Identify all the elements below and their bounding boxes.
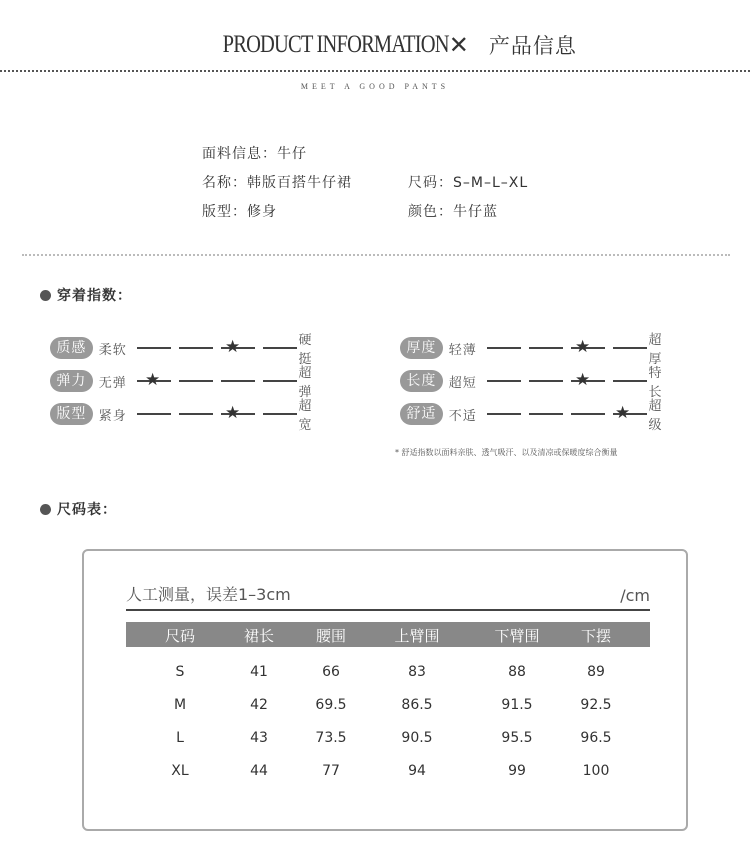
table-cell: 73.5 bbox=[315, 730, 347, 746]
table-cell: 41 bbox=[250, 664, 268, 680]
star-icon: ★ bbox=[225, 403, 241, 423]
wear-index-scale bbox=[487, 403, 639, 425]
wear-index-max-label: 特长 bbox=[648, 366, 663, 400]
size-table-title-text: 尺码表： bbox=[57, 502, 117, 518]
scale-segment bbox=[613, 380, 647, 382]
scale-segment bbox=[221, 380, 255, 382]
scale-segment bbox=[529, 413, 563, 415]
table-cell: 89 bbox=[587, 664, 605, 680]
wear-index-title bbox=[40, 285, 132, 305]
scale-segment bbox=[263, 413, 297, 415]
table-cell: 95.5 bbox=[501, 730, 533, 746]
table-cell: 66 bbox=[322, 664, 340, 680]
wear-index-scale bbox=[137, 337, 289, 359]
scale-segment bbox=[613, 347, 647, 349]
wear-index-min-label: 不适 bbox=[448, 408, 477, 424]
size-table-caption-row bbox=[126, 582, 650, 605]
wear-index-scale bbox=[487, 337, 639, 359]
table-header-cell: 下摆 bbox=[580, 627, 612, 645]
scale-segment bbox=[529, 347, 563, 349]
info-name: 名称：韩版百搭牛仔裙 bbox=[202, 175, 352, 191]
table-cell: 86.5 bbox=[401, 697, 433, 713]
page-header bbox=[0, 28, 750, 62]
scale-segment bbox=[529, 380, 563, 382]
table-cell: 69.5 bbox=[315, 697, 347, 713]
table-header-cell: 下臂围 bbox=[494, 627, 540, 645]
size-table-caption: 人工测量，误差1–3cm bbox=[126, 585, 291, 604]
title-english: PRODUCT INFORMATION bbox=[222, 31, 449, 58]
scale-segment bbox=[179, 413, 213, 415]
info-fit: 版型：修身 bbox=[202, 204, 277, 220]
scale-segment bbox=[487, 347, 521, 349]
scale-segment bbox=[137, 413, 171, 415]
dotted-divider-middle bbox=[22, 254, 730, 256]
size-table-header bbox=[126, 622, 650, 647]
star-icon: ★ bbox=[615, 403, 631, 423]
wear-index-badge: 长度 bbox=[400, 370, 443, 392]
table-cell: M bbox=[173, 697, 187, 713]
wear-index-row bbox=[50, 399, 325, 433]
size-table-title bbox=[40, 499, 117, 519]
info-fabric: 面料信息：牛仔 bbox=[202, 146, 307, 162]
wear-index-row bbox=[400, 366, 675, 400]
star-icon: ★ bbox=[225, 337, 241, 357]
star-icon: ★ bbox=[575, 370, 591, 390]
comfort-note: * 舒适指数以面料亲肤、透气吸汗、以及清凉或保暖度综合衡量 bbox=[395, 448, 618, 457]
wear-index-min-label: 超短 bbox=[448, 375, 477, 391]
wear-index-min-label: 紧身 bbox=[98, 408, 127, 424]
bullet-icon bbox=[40, 290, 51, 301]
wear-index-max-label: 超厚 bbox=[648, 333, 663, 367]
close-x-icon: ✕ bbox=[448, 31, 469, 59]
scale-segment bbox=[137, 347, 171, 349]
scale-segment bbox=[179, 380, 213, 382]
wear-index-scale bbox=[137, 370, 289, 392]
table-cell: 77 bbox=[322, 763, 340, 779]
bullet-icon bbox=[40, 504, 51, 515]
table-header-cell: 腰围 bbox=[315, 627, 347, 645]
wear-index-badge: 舒适 bbox=[400, 403, 443, 425]
wear-index-scale bbox=[137, 403, 289, 425]
wear-index-badge: 弹力 bbox=[50, 370, 93, 392]
title-chinese: 产品信息 bbox=[488, 34, 577, 58]
subtitle: MEET A GOOD PANTS bbox=[300, 82, 450, 91]
table-cell: 92.5 bbox=[580, 697, 612, 713]
table-cell: 44 bbox=[250, 763, 268, 779]
scale-segment bbox=[179, 347, 213, 349]
wear-index-scale bbox=[487, 370, 639, 392]
size-table-unit: /cm bbox=[620, 586, 650, 605]
wear-index-min-label: 柔软 bbox=[98, 342, 127, 358]
wear-index-max-label: 硬挺 bbox=[298, 333, 313, 367]
table-cell: 83 bbox=[408, 664, 426, 680]
table-cell: S bbox=[175, 664, 185, 680]
wear-index-row bbox=[50, 333, 325, 367]
scale-segment bbox=[263, 347, 297, 349]
wear-index-max-label: 超级 bbox=[648, 399, 663, 433]
wear-index-row bbox=[400, 399, 675, 433]
scale-segment bbox=[487, 380, 521, 382]
scale-segment bbox=[263, 380, 297, 382]
table-cell: 90.5 bbox=[401, 730, 433, 746]
scale-segment bbox=[487, 413, 521, 415]
table-cell: L bbox=[176, 730, 184, 746]
table-cell: XL bbox=[171, 763, 189, 779]
wear-index-row bbox=[400, 333, 675, 367]
table-cell: 100 bbox=[582, 763, 610, 779]
wear-index-badge: 质感 bbox=[50, 337, 93, 359]
table-header-cell: 裙长 bbox=[243, 627, 275, 645]
table-header-cell: 尺码 bbox=[164, 627, 196, 645]
scale-segment bbox=[571, 413, 605, 415]
wear-index-row bbox=[50, 366, 325, 400]
table-cell: 96.5 bbox=[580, 730, 612, 746]
star-icon: ★ bbox=[145, 370, 161, 390]
table-header-cell: 上臂围 bbox=[394, 627, 440, 645]
wear-index-min-label: 无弹 bbox=[98, 375, 127, 391]
table-cell: 88 bbox=[508, 664, 526, 680]
star-icon: ★ bbox=[575, 337, 591, 357]
wear-index-badge: 厚度 bbox=[400, 337, 443, 359]
wear-index-max-label: 超弹 bbox=[298, 366, 313, 400]
wear-index-max-label: 超宽 bbox=[298, 399, 313, 433]
size-table-rule bbox=[126, 609, 650, 611]
table-cell: 99 bbox=[508, 763, 526, 779]
wear-index-title-text: 穿着指数： bbox=[57, 288, 132, 304]
table-cell: 91.5 bbox=[501, 697, 533, 713]
info-color: 颜色：牛仔蓝 bbox=[408, 204, 498, 220]
wear-index-min-label: 轻薄 bbox=[448, 342, 477, 358]
table-cell: 43 bbox=[250, 730, 268, 746]
dotted-divider-top bbox=[0, 70, 750, 72]
table-cell: 42 bbox=[250, 697, 268, 713]
info-size: 尺码：S–M–L–XL bbox=[408, 175, 529, 191]
table-cell: 94 bbox=[408, 763, 426, 779]
wear-index-badge: 版型 bbox=[50, 403, 93, 425]
